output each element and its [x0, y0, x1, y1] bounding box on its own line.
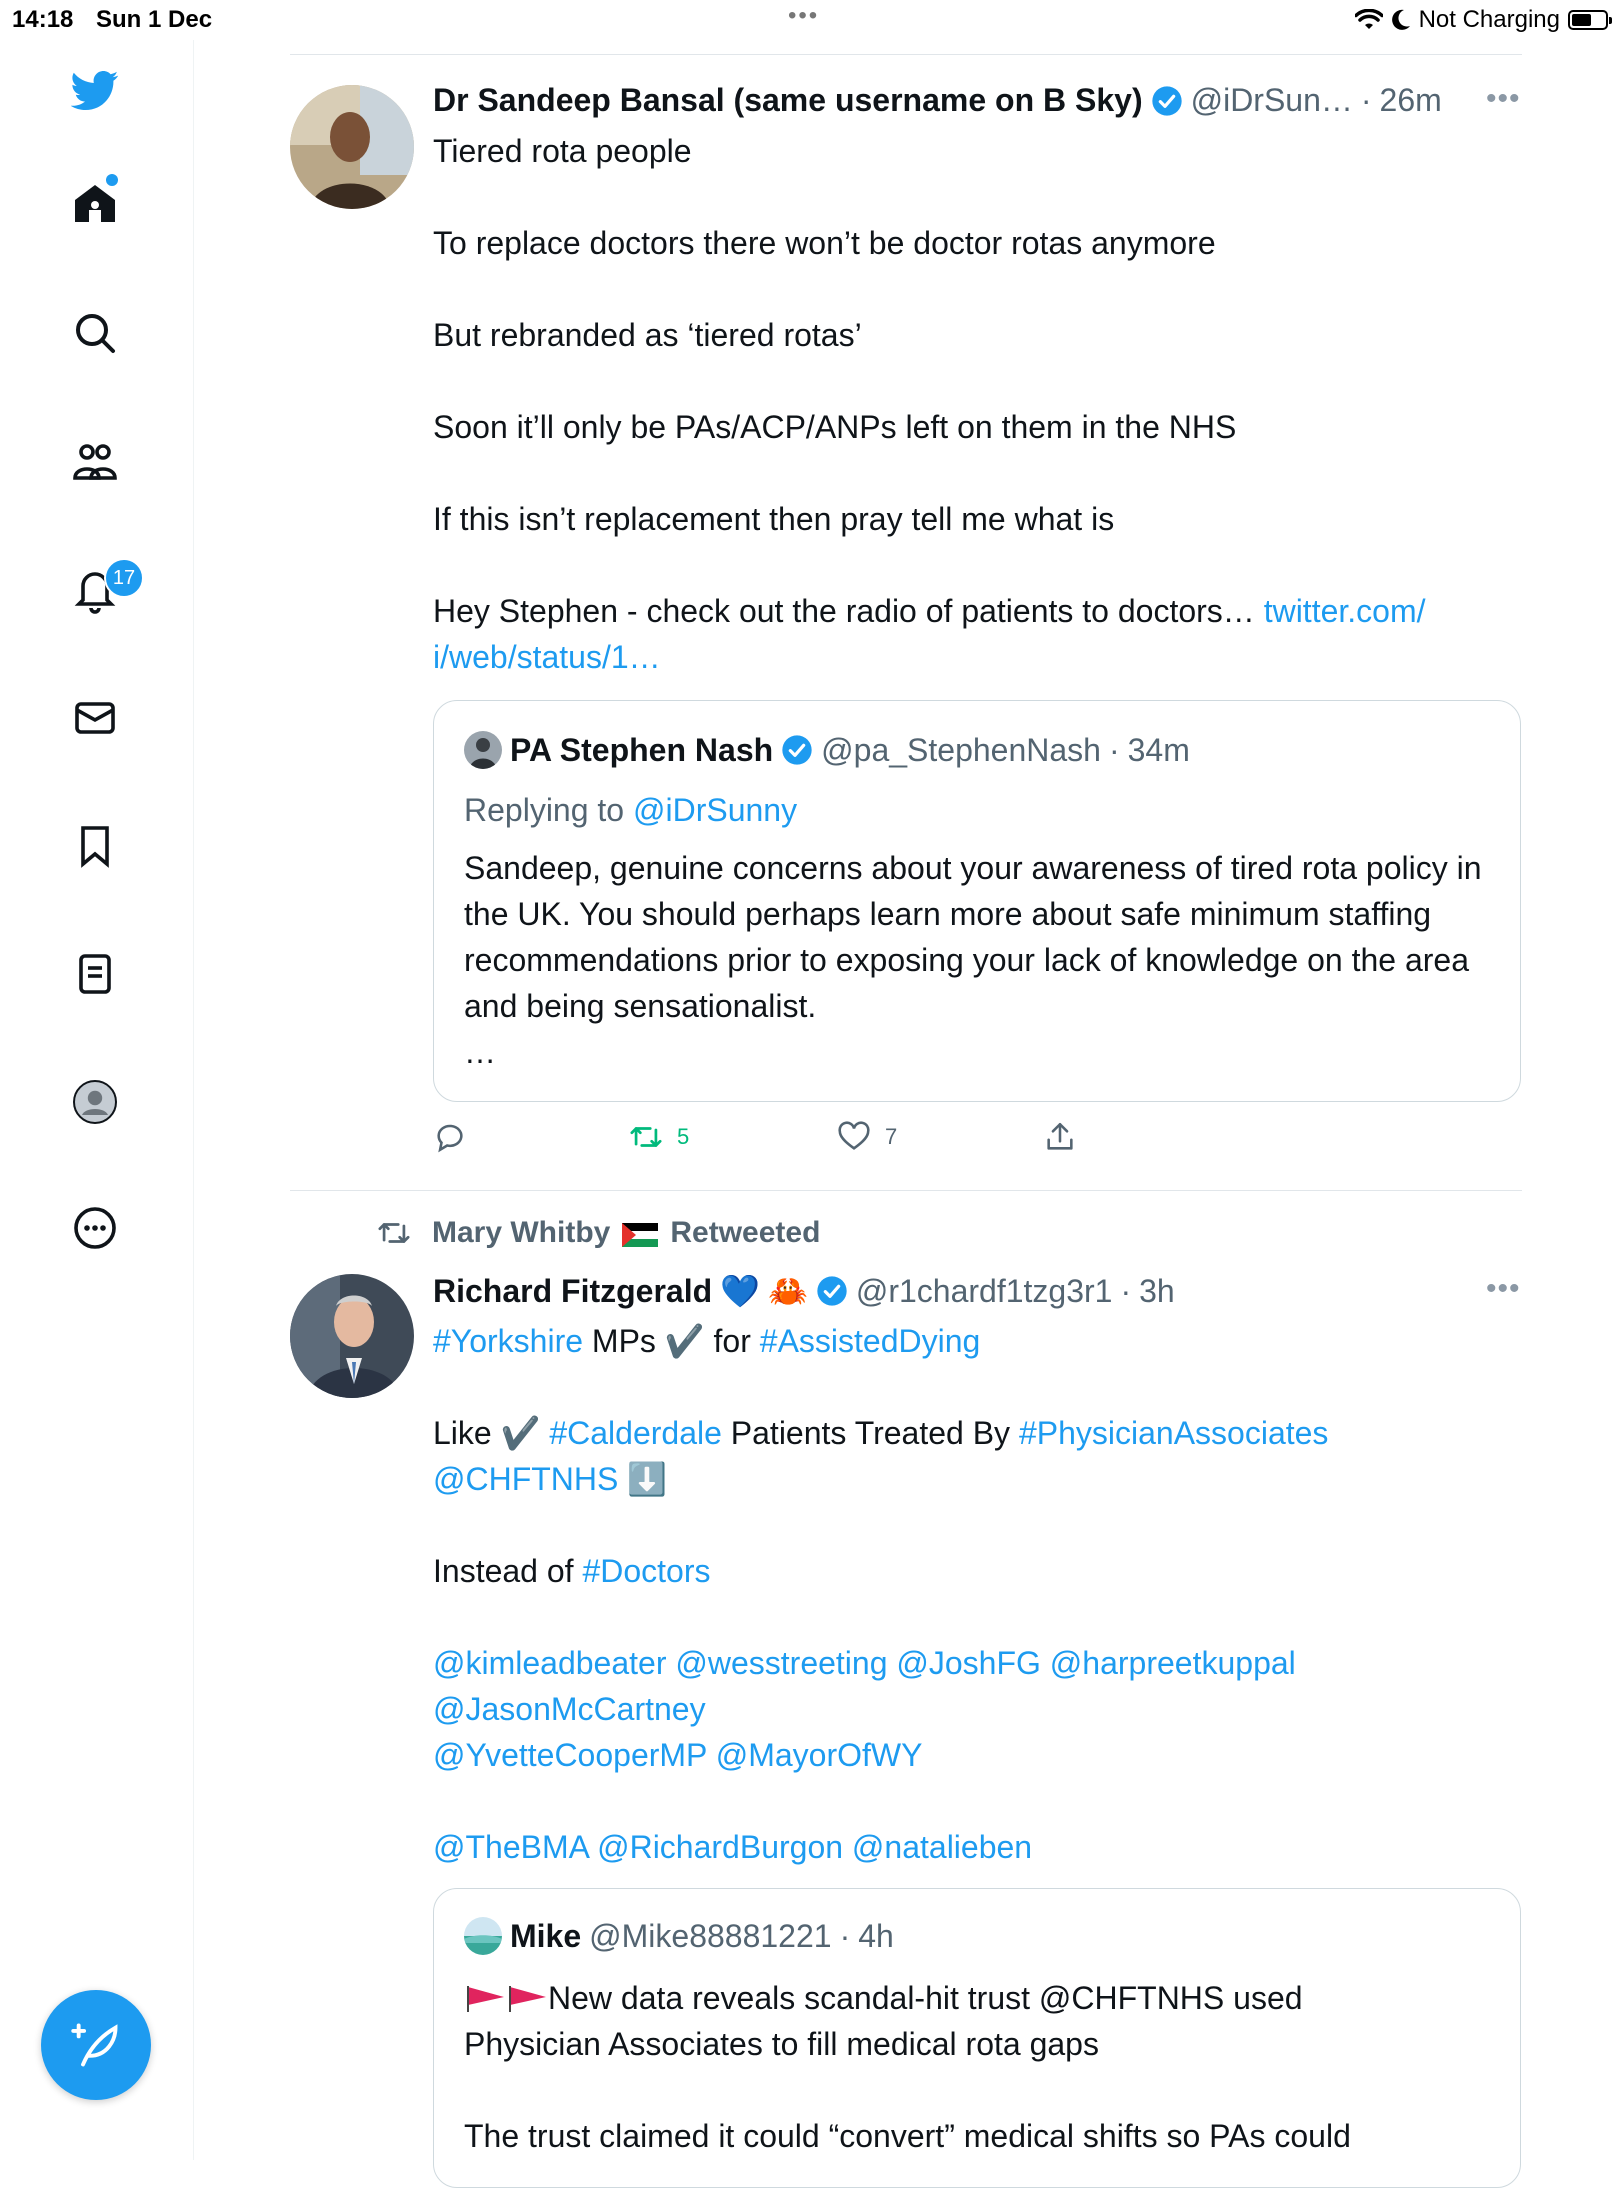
share-button[interactable]: [1043, 1120, 1077, 1154]
red-flag-icon: [464, 1983, 548, 2013]
battery-icon: [1568, 10, 1608, 30]
like-count: 7: [885, 1124, 898, 1149]
blue-heart-emoji: 💙: [720, 1273, 760, 1309]
hashtag[interactable]: #Doctors: [582, 1553, 711, 1589]
tweet-line: [433, 1456, 1523, 1502]
quoted-line: The trust claimed it could “convert” medical shifts so PAs could: [464, 2118, 1351, 2154]
quoted-line: [464, 1975, 1494, 2021]
status-bar: [0, 0, 1620, 40]
tweet-header: [433, 82, 1442, 119]
author-name[interactable]: Dr Sandeep Bansal (same username on B Sky): [433, 82, 1143, 118]
tweet-line: [433, 588, 1523, 634]
quoted-author-name[interactable]: Mike: [510, 1917, 582, 1954]
moon-icon: [1391, 9, 1411, 31]
lists-icon[interactable]: [67, 946, 123, 1002]
quoted-tweet-time[interactable]: 34m: [1127, 731, 1190, 768]
avatar[interactable]: [290, 85, 414, 209]
tweet-line: Tiered rota people: [433, 133, 692, 169]
battery-fill: [1572, 14, 1591, 26]
quoted-tweet[interactable]: [433, 1888, 1521, 2188]
hashtag[interactable]: #Yorkshire: [433, 1323, 584, 1359]
replying-to-label: Replying to: [464, 792, 625, 828]
heart-icon: [837, 1120, 871, 1154]
retweeted-label: Retweeted: [670, 1216, 821, 1249]
author-handle[interactable]: @r1chardf1tzg3r1: [855, 1272, 1113, 1309]
tweet-line: [433, 1410, 1523, 1456]
mention[interactable]: @CHFTNHS: [433, 1461, 619, 1497]
tweet-time[interactable]: 26m: [1379, 82, 1442, 118]
mentions-line[interactable]: @JasonMcCartney: [433, 1691, 706, 1727]
author-name[interactable]: Richard Fitzgerald: [433, 1272, 713, 1309]
mentions-line[interactable]: @kimleadbeater @wesstreeting @JoshFG @harpreetkuppal: [433, 1645, 1296, 1681]
tweet-link-continued[interactable]: i/web/status/1…: [433, 639, 661, 675]
retweet-icon: [374, 1216, 414, 1250]
clock: 14:18: [12, 6, 74, 33]
tweet-header: [433, 1272, 1175, 1310]
tweet-divider: [290, 1190, 1522, 1191]
tweet-line: Soon it’ll only be PAs/ACP/ANPs left on them in the NHS: [433, 409, 1237, 445]
compose-button[interactable]: [41, 1990, 151, 2100]
tweet-line: [433, 1548, 1523, 1594]
communities-icon[interactable]: [67, 434, 123, 490]
wifi-icon: [1355, 9, 1383, 31]
down-arrow-emoji: ⬇️: [618, 1461, 668, 1497]
verified-badge-icon: [816, 1275, 848, 1307]
tweet-line-text: Like ✔️: [433, 1415, 550, 1451]
hashtag[interactable]: #PhysicianAssociates: [1018, 1415, 1329, 1451]
tweet-text: [433, 128, 1523, 680]
replying-to: [464, 787, 1494, 833]
retweeted-by: [374, 1216, 820, 1250]
retweet-button[interactable]: [629, 1120, 689, 1154]
verified-badge-icon: [781, 734, 813, 766]
quoted-tweet-header: [464, 731, 1190, 769]
multitasking-dots-icon[interactable]: •••: [788, 2, 820, 29]
unread-dot: [106, 174, 118, 186]
quoted-text: New data reveals scandal-hit trust @CHFTNHS used: [548, 1980, 1303, 2016]
profile-icon[interactable]: [67, 1074, 123, 1130]
retweet-icon: [629, 1120, 663, 1154]
quoted-tweet-time[interactable]: 4h: [858, 1917, 894, 1954]
quoted-tweet-header: [464, 1917, 894, 1955]
avatar[interactable]: [290, 1274, 414, 1398]
quoted-tweet-text: [464, 1975, 1494, 2159]
separator-dot: ·: [839, 1917, 851, 1954]
tweet-line: [433, 1318, 1523, 1364]
quoted-text: Sandeep, genuine concerns about your awareness of tired rota policy in the UK. You should perhaps learn more about safe minimum staffing recommendations prior to exposing your lack of knowledge on the area and being sensationalist.: [464, 850, 1482, 1024]
quoted-line: Physician Associates to fill medical rota gaps: [464, 2026, 1099, 2062]
separator-dot: ·: [1108, 731, 1120, 768]
quoted-avatar[interactable]: [464, 731, 502, 769]
retweet-count: 5: [677, 1124, 690, 1149]
date: Sun 1 Dec: [96, 6, 213, 33]
quoted-avatar[interactable]: [464, 1917, 502, 1955]
notification-count-badge: 17: [104, 558, 144, 598]
compose-icon: [70, 2019, 122, 2071]
share-icon: [1043, 1120, 1077, 1154]
tweet-line: To replace doctors there won’t be doctor rotas anymore: [433, 225, 1216, 261]
tweet-line-text: Instead of: [433, 1553, 583, 1589]
tweet-line: But rebranded as ‘tiered rotas’: [433, 317, 862, 353]
twitter-bird-icon[interactable]: [67, 62, 123, 118]
tweet-link[interactable]: twitter.com/: [1263, 593, 1426, 629]
crab-emoji: 🦀: [768, 1273, 808, 1309]
tweet-text: [433, 1318, 1523, 1870]
mentions-line[interactable]: @TheBMA @RichardBurgon @natalieben: [433, 1829, 1033, 1865]
more-options-icon[interactable]: •••: [1486, 1272, 1521, 1305]
retweeter-name[interactable]: Mary Whitby: [432, 1216, 611, 1249]
quoted-ellipsis: …: [464, 1034, 496, 1070]
hashtag[interactable]: #Calderdale: [549, 1415, 722, 1451]
separator-dot: ·: [1120, 1272, 1132, 1309]
like-button[interactable]: [837, 1120, 897, 1154]
battery-status-text: Not Charging: [1418, 6, 1560, 33]
mentions-line[interactable]: @YvetteCooperMP @MayorOfWY: [433, 1737, 923, 1773]
quoted-tweet[interactable]: [433, 700, 1521, 1102]
verified-badge-icon: [1151, 85, 1183, 117]
palestine-flag-icon: [622, 1221, 658, 1245]
top-divider: [290, 54, 1522, 55]
tweet-actions: [433, 1120, 1133, 1160]
replying-to-handle[interactable]: @iDrSunny: [632, 792, 798, 828]
tweet-line-text: MPs ✔️ for: [583, 1323, 760, 1359]
hashtag[interactable]: #AssistedDying: [759, 1323, 981, 1359]
separator-dot: ·: [1360, 82, 1372, 118]
search-icon[interactable]: [67, 305, 123, 361]
mail-icon[interactable]: [67, 690, 123, 746]
bookmark-icon[interactable]: [67, 818, 123, 874]
quoted-author-name[interactable]: PA Stephen Nash: [510, 731, 774, 768]
tweet-time[interactable]: 3h: [1139, 1272, 1175, 1309]
tweet-line-text: Hey Stephen - check out the radio of patients to doctors…: [433, 593, 1255, 629]
quoted-tweet-text: [464, 845, 1494, 1075]
more-circle-icon[interactable]: [67, 1200, 123, 1256]
quoted-author-handle[interactable]: @Mike88881221: [589, 1917, 832, 1954]
more-options-icon[interactable]: •••: [1486, 82, 1521, 115]
reply-button[interactable]: [433, 1120, 467, 1154]
reply-icon: [433, 1120, 467, 1154]
tweet-line-text: Patients Treated By: [721, 1415, 1019, 1451]
author-handle[interactable]: @iDrSun…: [1190, 82, 1353, 118]
tweet-line: If this isn’t replacement then pray tell me what is: [433, 501, 1115, 537]
status-indicators: [1355, 6, 1608, 34]
quoted-author-handle[interactable]: @pa_StephenNash: [821, 731, 1101, 768]
